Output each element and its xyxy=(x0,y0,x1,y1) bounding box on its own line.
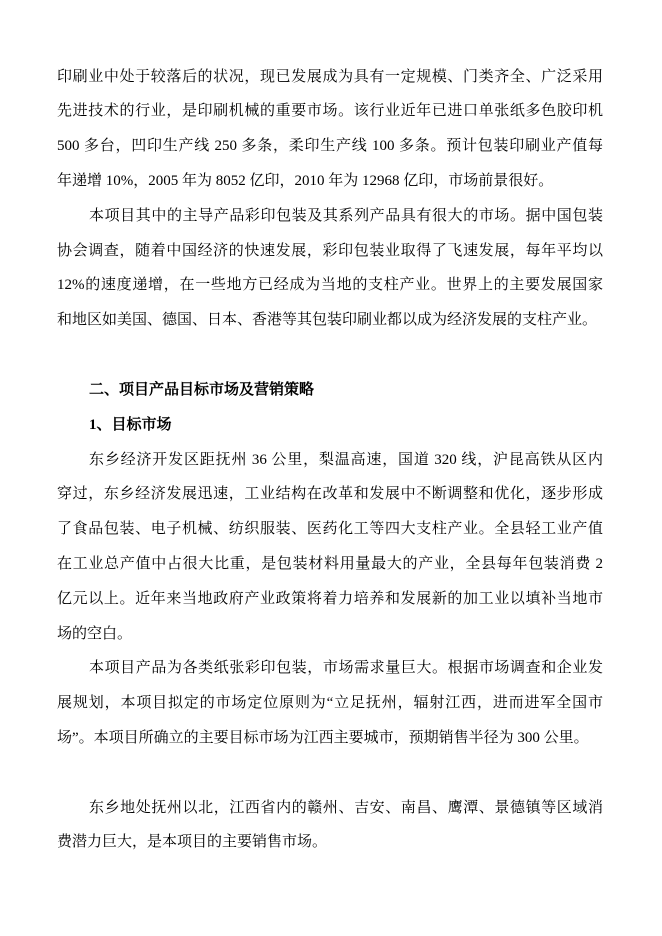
paragraph-line: 展规划，本项目拟定的市场定位原则为“立足抚州，辐射江西，进而进军全国市 xyxy=(57,695,603,712)
paragraph xyxy=(57,60,603,199)
paragraph-line: 在工业总产值中占很大比重，是包装材料用量最大的产业，全县每年包装消费 2 xyxy=(57,555,603,572)
paragraph-line: 场的空白。 xyxy=(57,625,133,642)
paragraph-line: 穿过，东乡经济发展迅速，工业结构在改革和发展中不断调整和优化，逐步形成 xyxy=(57,486,603,503)
paragraph-line: 12%的速度递增，在一些地方已经成为当地的支柱产业。世界上的主要发展国家 xyxy=(57,277,603,294)
paragraph-line: 协会调查，随着中国经济的快速发展，彩印包装业取得了飞速发展，每年平均以 xyxy=(57,242,603,259)
paragraph xyxy=(57,443,603,652)
section-heading: 二、项目产品目标市场及营销策略 xyxy=(89,381,315,398)
paragraph-line: 场”。本项目所确立的主要目标市场为江西主要城市，预期销售半径为 300 公里。 xyxy=(57,730,589,747)
paragraph-line: 先进技术的行业，是印刷机械的重要市场。该行业近年已进口单张纸多色胶印机 xyxy=(57,103,603,120)
paragraph-line: 本项目产品为各类纸张彩印包装，市场需求量巨大。根据市场调查和企业发 xyxy=(89,660,603,677)
paragraph-line: 了食品包装、电子机械、纺织服装、医药化工等四大支柱产业。全县轻工业产值 xyxy=(57,521,603,538)
paragraph xyxy=(57,651,603,755)
paragraph xyxy=(57,791,603,861)
paragraph-line: 东乡经济开发区距抚州 36 公里，梨温高速，国道 320 线，沪昆高铁从区内 xyxy=(89,451,603,468)
paragraph-line: 和地区如美国、德国、日本、香港等其包装印刷业都以成为经济发展的支柱产业。 xyxy=(57,312,598,329)
paragraph-line: 印刷业中处于较落后的状况，现已发展成为具有一定规模、门类齐全、广泛采用 xyxy=(57,68,603,85)
paragraph xyxy=(57,199,603,338)
paragraph-spacing xyxy=(57,338,603,373)
document-body xyxy=(57,60,603,861)
paragraph-spacing xyxy=(57,756,603,791)
paragraph-line: 费潜力巨大，是本项目的主要销售市场。 xyxy=(57,834,328,851)
paragraph-line: 亿元以上。近年来当地政府产业政策将着力培养和发展新的加工业以填补当地市 xyxy=(57,590,603,607)
paragraph-line: 本项目其中的主导产品彩印包装及其系列产品具有很大的市场。据中国包装 xyxy=(89,207,603,224)
paragraph-line: 500 多台，凹印生产线 250 多条，柔印生产线 100 多条。预计包装印刷业产值每 xyxy=(57,138,603,155)
paragraph-line: 东乡地处抚州以北，江西省内的赣州、吉安、南昌、鹰潭、景德镇等区域消 xyxy=(89,799,603,816)
subsection-heading: 1、目标市场 xyxy=(89,416,172,433)
paragraph-line: 年递增 10%，2005 年为 8052 亿印，2010 年为 12968 亿印，市场前景很好。 xyxy=(57,173,554,190)
